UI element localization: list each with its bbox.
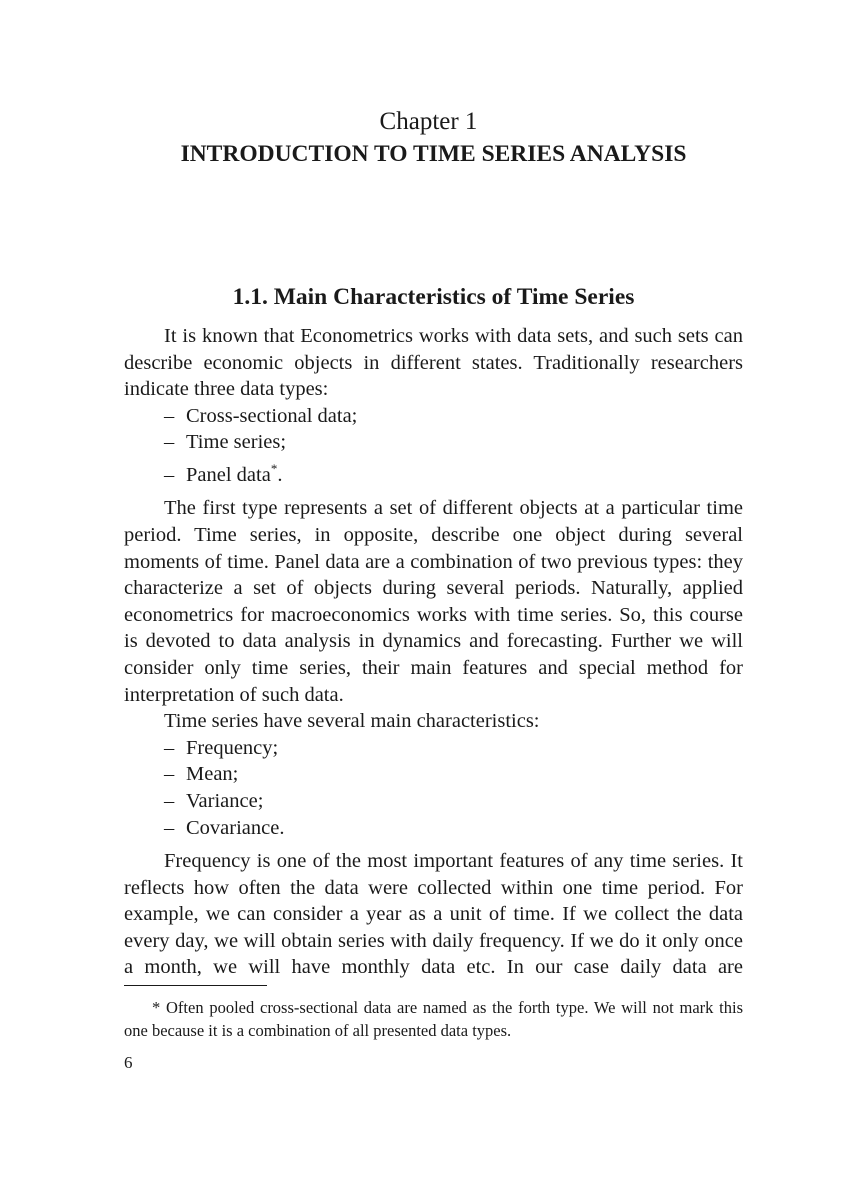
dash-marker: – [164,431,175,454]
dash-marker: – [164,789,175,812]
list-item-suffix: . [277,463,283,486]
dash-marker: – [164,463,175,486]
intro-paragraph: It is known that Econometrics works with data sets, and such sets can describe economic objects in different states. Traditionally researchers indicate three data types: [124,325,743,401]
list-item-text: Variance; [186,789,264,812]
page-number: 6 [124,1053,133,1072]
chapter-label: Chapter 1 [379,108,478,135]
list-item-text: Panel data [186,463,271,486]
frequency-paragraph: Frequency is one of the most important features of any time series. It reflects how often the data were collected within one time period. For example, we can consider a year as a unit of time. If we collect the data every day, we will obtain series with daily frequency. If we do it only once a month, we will have monthly data etc. In our case daily data are [124,850,743,979]
dash-marker: – [164,736,175,759]
footnote-divider [124,985,267,986]
chapter-title: INTRODUCTION TO TIME SERIES ANALYSIS [180,141,687,167]
footnote: * Often pooled cross-sectional data are named as the forth type. We will not mark this one because it is a combination of all presented data types. [124,998,743,1040]
list-item [124,735,743,762]
body-text [124,323,743,981]
characteristics-list [124,735,743,841]
section-title: 1.1. Main Characteristics of Time Series [232,284,635,310]
types-description-paragraph: The first type represents a set of different objects at a particular time period. Time series, in opposite, describe one object during several moments of time. Panel data are a combination of two previous types: they characterize a set of objects during several periods. Naturally, applied econometrics for macroeconomics works with time series. So, this course is devoted to data analysis in dynamics and forecasting. Further we will consider only time series, their main features and special method for interpretation of such data. [124,497,743,706]
list-item [124,815,743,842]
characteristics-lead: Time series have several main characteristics: [164,710,540,733]
dash-marker: – [164,404,175,427]
list-item-text: Mean; [186,763,239,786]
list-item-text: Time series; [186,431,287,454]
list-item [124,456,743,488]
data-types-list [124,403,743,489]
dash-marker: – [164,816,175,839]
list-item [124,788,743,815]
list-item [124,761,743,788]
list-item-text: Covariance. [186,816,285,839]
list-item [124,429,743,456]
list-item-text: Cross-sectional data; [186,404,358,427]
footnote-marker: * [270,460,278,476]
dash-marker: – [164,763,175,786]
list-item-text: Frequency; [186,736,279,759]
list-item [124,403,743,430]
